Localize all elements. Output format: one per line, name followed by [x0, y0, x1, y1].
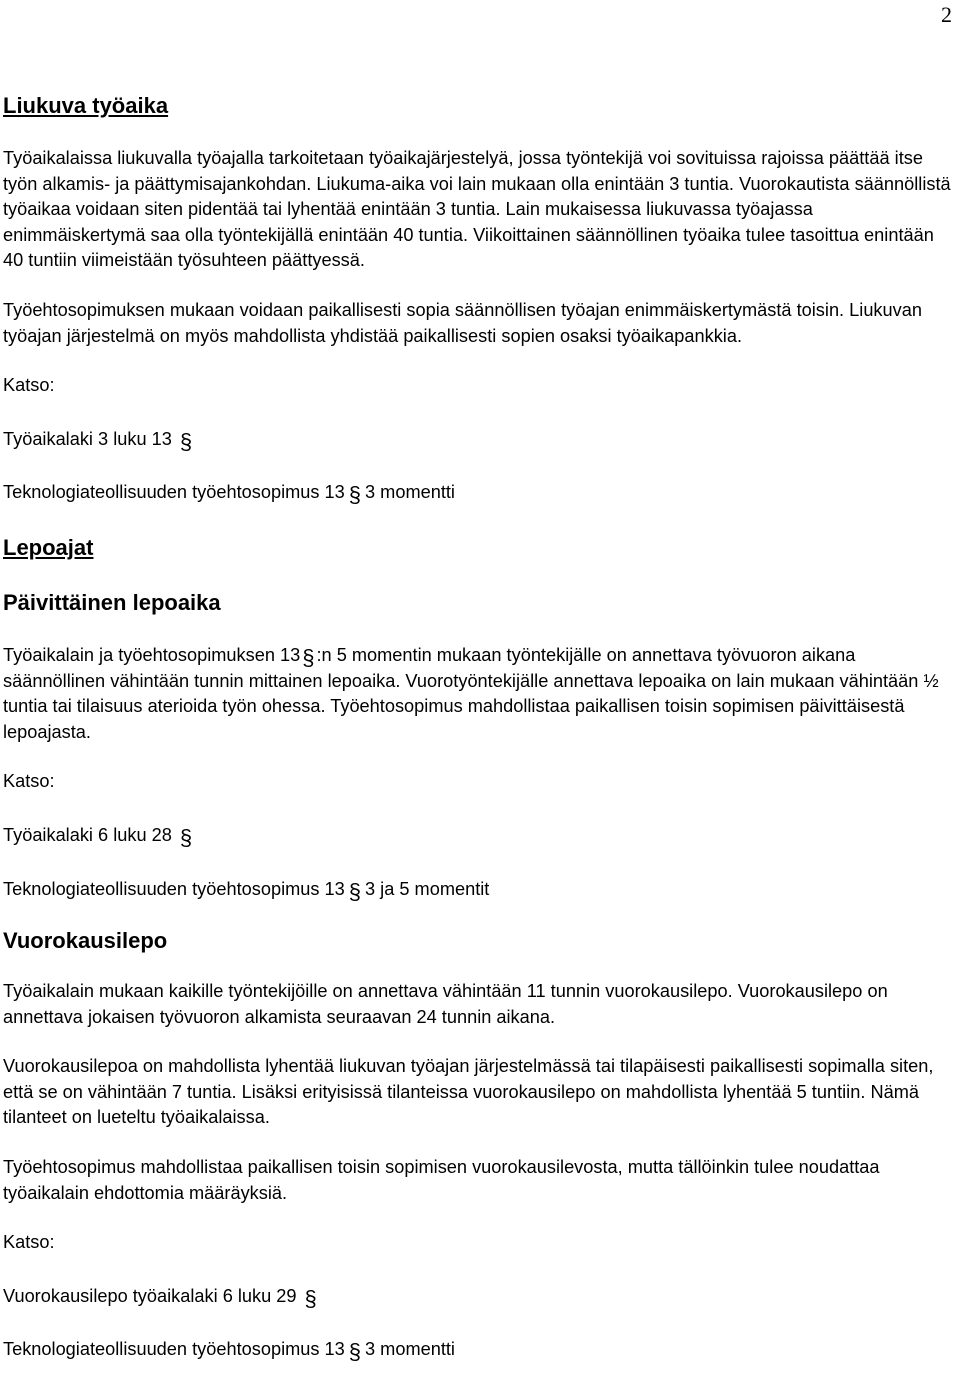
reference-text: Teknologiateollisuuden työehtosopimus 13	[3, 482, 345, 503]
reference-tes	[3, 478, 955, 506]
reference-tyoaikalaki	[3, 425, 955, 453]
paragraph-vuorokausilepo-1: Työaikalain mukaan kaikille työntekijöille on annettava vähintään 11 tunnin vuorokausilepo. Vuorokausilepo on annettava jokaisen työvuoron alkamista seuraavan 24 tunnin aikana.	[3, 981, 888, 1027]
reference-text: 3 momentti	[365, 482, 455, 503]
reference-tyoaikalaki	[3, 1282, 955, 1310]
reference-text: 3 ja 5 momentit	[365, 878, 490, 899]
paragraph-text: Työaikalain ja työehtosopimuksen 13	[3, 644, 301, 665]
section-symbol: §	[302, 644, 315, 670]
reference-tes	[3, 875, 955, 903]
heading-liukuva-tyoaika: Liukuva työaika	[3, 93, 169, 118]
paragraph-liukuva-1: Työaikalaissa liukuvalla työajalla tarkoitetaan työaikajärjestelyä, jossa työntekijä voi sovituissa rajoissa päättää itse työn alkamis- ja päättymisajankohdan. Liukuma-aika voi lain mukaan olla enintään 3 tuntia. Vuorokautista säännöllistä työaikaa voidaan siten pidentää tai lyhentää enintään 3 tuntia. Lain mukaisessa liukuvassa työajassa enimmäiskertymä saa olla työntekijällä enintään 40 tuntia. Viikoittainen säännöllinen työaika tulee tasoittua enintään 40 tuntiin viimeistään työsuhteen päättyessä.	[3, 148, 951, 271]
heading-paivittainen-lepoaika: Päivittäinen lepoaika	[3, 589, 221, 615]
katso-label: Katso:	[3, 375, 55, 396]
reference-tyoaikalaki	[3, 821, 955, 849]
reference-text: Teknologiateollisuuden työehtosopimus 13	[3, 878, 345, 899]
paragraph-paivittainen-lepoaika	[3, 641, 955, 745]
paragraph-liukuva-2: Työehtosopimuksen mukaan voidaan paikallisesti sopia säännöllisen työajan enimmäiskertymästä toisin. Liukuvan työajan järjestelmä on myös mahdollista yhdistää paikallisesti sopien osaksi työaikapankkia.	[3, 299, 922, 346]
section-symbol: §	[348, 1339, 362, 1365]
paragraph-vuorokausilepo-3: Työehtosopimus mahdollistaa paikallisen toisin sopimisen vuorokausilevosta, mutta tällöinkin tulee noudattaa työaikalain ehdottomia määräyksiä.	[3, 1157, 880, 1203]
section-symbol: §	[348, 482, 362, 508]
section-symbol: §	[179, 824, 193, 850]
katso-label: Katso:	[3, 1232, 55, 1253]
reference-tes	[3, 1335, 955, 1363]
heading-lepoajat: Lepoajat	[3, 534, 94, 560]
page-number: 2	[941, 2, 952, 27]
paragraph-vuorokausilepo-2: Vuorokausilepoa on mahdollista lyhentää liukuvan työajan järjestelmässä tai tilapäisesti paikallisesti sopimalla siten, että se on vähintään 7 tuntia. Lisäksi erityisissä tilanteissa vuorokausilepo on mahdollista lyhentää 5 tuntiin. Nämä tilanteet on lueteltu työaikalaissa.	[3, 1056, 934, 1128]
reference-text: Vuorokausilepo työaikalaki 6 luku 29	[3, 1285, 297, 1306]
heading-vuorokausilepo: Vuorokausilepo	[3, 928, 168, 954]
katso-label: Katso:	[3, 771, 55, 792]
section-symbol: §	[304, 1285, 317, 1311]
reference-text: Teknologiateollisuuden työehtosopimus 13	[3, 1339, 345, 1360]
section-symbol: §	[179, 428, 193, 454]
reference-text: 3 momentti	[365, 1339, 455, 1360]
section-symbol: §	[348, 878, 362, 904]
document-body	[3, 92, 955, 1363]
paragraph-text: :n 5 momentin mukaan työntekijälle on annettava työvuoron aikana säännöllinen vähintään tunnin mittainen lepoaika. Vuorotyöntekijälle annettava lepoaika on lain mukaan vähintään ½ tuntia tai tilaisuus aterioida työn ohessa. Työehtosopimus mahdollistaa paikallisen toisin sopimisen päivittäisestä lepoajasta.	[3, 644, 939, 742]
reference-text: Työaikalaki 6 luku 28	[3, 824, 172, 845]
reference-text: Työaikalaki 3 luku 13	[3, 428, 172, 449]
